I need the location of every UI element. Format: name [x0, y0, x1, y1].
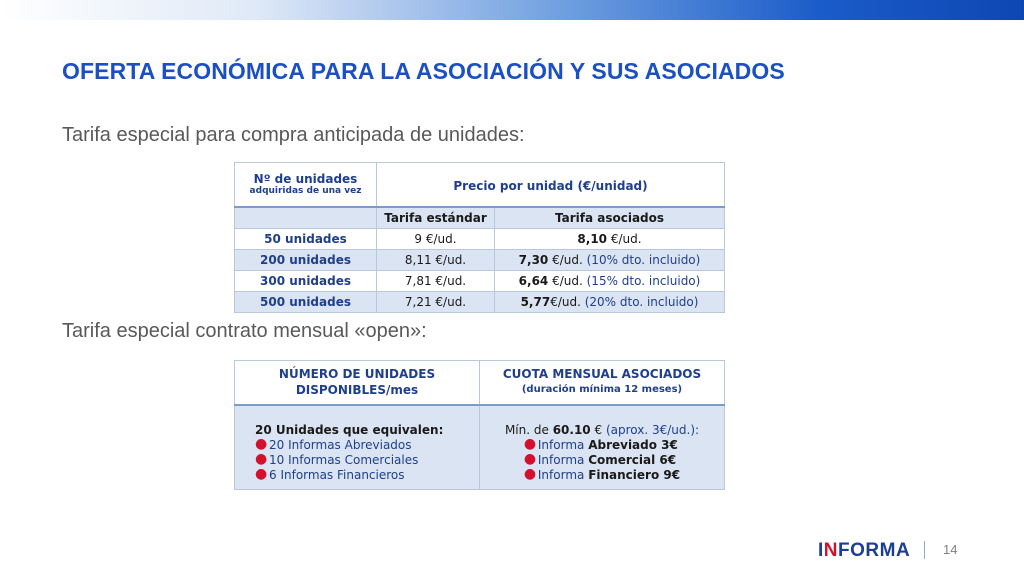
slide-title: OFERTA ECONÓMICA PARA LA ASOCIACIÓN Y SUS ASOCIADOS	[62, 58, 785, 84]
section2-subtitle: Tarifa especial contrato mensual «open»:	[62, 320, 427, 342]
asoc-price-value: 7,30	[518, 253, 549, 267]
asoc-price-unit: €/ud.	[607, 232, 642, 246]
empty-header-cell	[235, 207, 377, 229]
list-item-pre: Informa	[537, 437, 589, 452]
asoc-price-cell	[495, 292, 725, 313]
price-header: Precio por unidad (€/unidad)	[453, 178, 648, 193]
list-item-label: 6 Informas Financieros	[269, 467, 405, 482]
asoc-price-unit: €/ud.	[548, 274, 583, 288]
units-price-table	[234, 162, 725, 313]
bullet-icon: ●	[523, 465, 537, 482]
list-item-pre: Informa	[537, 452, 589, 467]
monthly-plan-table	[234, 360, 725, 490]
fee-value: 60.10	[552, 422, 591, 437]
logo-text-post: FORMA	[838, 540, 911, 561]
table-row	[235, 250, 725, 271]
monthly-fee-header	[480, 361, 725, 405]
monthly-fee-header-line2: (duración mínima 12 meses)	[521, 384, 683, 396]
list-item	[255, 450, 473, 468]
std-price-cell: 7,81 €/ud.	[377, 271, 495, 292]
asoc-discount: (20% dto. incluido)	[580, 295, 699, 309]
available-units-header-line2: DISPONIBLES/mes	[295, 383, 419, 398]
bullet-icon: ●	[523, 450, 537, 467]
units-list	[255, 435, 473, 483]
list-item-strong: Financiero 9€	[588, 467, 681, 482]
std-price-cell: 9 €/ud.	[377, 229, 495, 250]
asoc-price-value: 5,77	[520, 295, 551, 309]
monthly-fee-cell	[480, 405, 725, 490]
asoc-price-value: 6,64	[518, 274, 549, 288]
units-cell: 200 unidades	[235, 250, 377, 271]
available-units-cell	[235, 405, 480, 490]
std-price-cell: 8,11 €/ud.	[377, 250, 495, 271]
page-number: 14	[943, 542, 958, 557]
units-cell: 50 unidades	[235, 229, 377, 250]
list-item-strong: Abreviado 3€	[588, 437, 678, 452]
bullet-icon: ●	[255, 435, 268, 452]
units-intro: 20 Unidades que equivalen:	[255, 422, 444, 437]
asoc-discount: (15% dto. incluido)	[582, 274, 701, 288]
monthly-fee-header-line1: CUOTA MENSUAL ASOCIADOS	[502, 367, 702, 382]
price-header-cell	[377, 163, 725, 207]
asoc-header: Tarifa asociados	[495, 207, 725, 229]
asoc-price-value: 8,10	[577, 232, 608, 246]
list-item-label: 10 Informas Comerciales	[269, 452, 419, 467]
asoc-price-cell	[495, 250, 725, 271]
units-cell: 300 unidades	[235, 271, 377, 292]
logo-text-pre: I	[818, 540, 824, 561]
available-units-header	[235, 361, 480, 405]
table-row	[235, 229, 725, 250]
footer-divider	[924, 541, 925, 559]
informa-logo	[818, 540, 910, 562]
list-item	[523, 450, 680, 468]
list-item-pre: Informa	[537, 467, 589, 482]
section1-subtitle: Tarifa especial para compra anticipada de unidades:	[62, 124, 525, 146]
list-item	[255, 435, 473, 453]
asoc-price-unit: €/ud.	[548, 253, 583, 267]
asoc-discount: (10% dto. incluido)	[582, 253, 701, 267]
available-units-header-line1: NÚMERO DE UNIDADES	[278, 367, 436, 382]
table-row	[235, 292, 725, 313]
std-price-cell: 7,21 €/ud.	[377, 292, 495, 313]
bullet-icon: ●	[523, 435, 537, 452]
fee-intro	[486, 422, 718, 438]
units-cell: 500 unidades	[235, 292, 377, 313]
list-item	[255, 465, 473, 483]
table-row	[235, 271, 725, 292]
units-subheader: adquiridas de una vez	[249, 185, 362, 196]
asoc-price-cell	[495, 271, 725, 292]
logo-text-accent: N	[823, 540, 839, 561]
list-item	[523, 465, 681, 483]
list-item-label: 20 Informas Abreviados	[269, 437, 412, 452]
asoc-price-unit: €/ud.	[550, 295, 581, 309]
asoc-price-cell	[495, 229, 725, 250]
fee-intro-pre: Mín. de	[504, 422, 553, 437]
bullet-icon: ●	[255, 465, 268, 482]
fee-approx: (aprox. 3€/ud.):	[605, 422, 700, 437]
fee-list	[523, 435, 681, 483]
top-gradient-bar	[0, 0, 1024, 20]
bullet-icon: ●	[255, 450, 268, 467]
fee-currency: €	[590, 422, 606, 437]
units-header: Nº de unidades	[253, 171, 358, 186]
std-header: Tarifa estándar	[377, 207, 495, 229]
units-header-cell	[235, 163, 377, 207]
list-item-strong: Comercial 6€	[588, 452, 677, 467]
list-item	[523, 435, 680, 453]
